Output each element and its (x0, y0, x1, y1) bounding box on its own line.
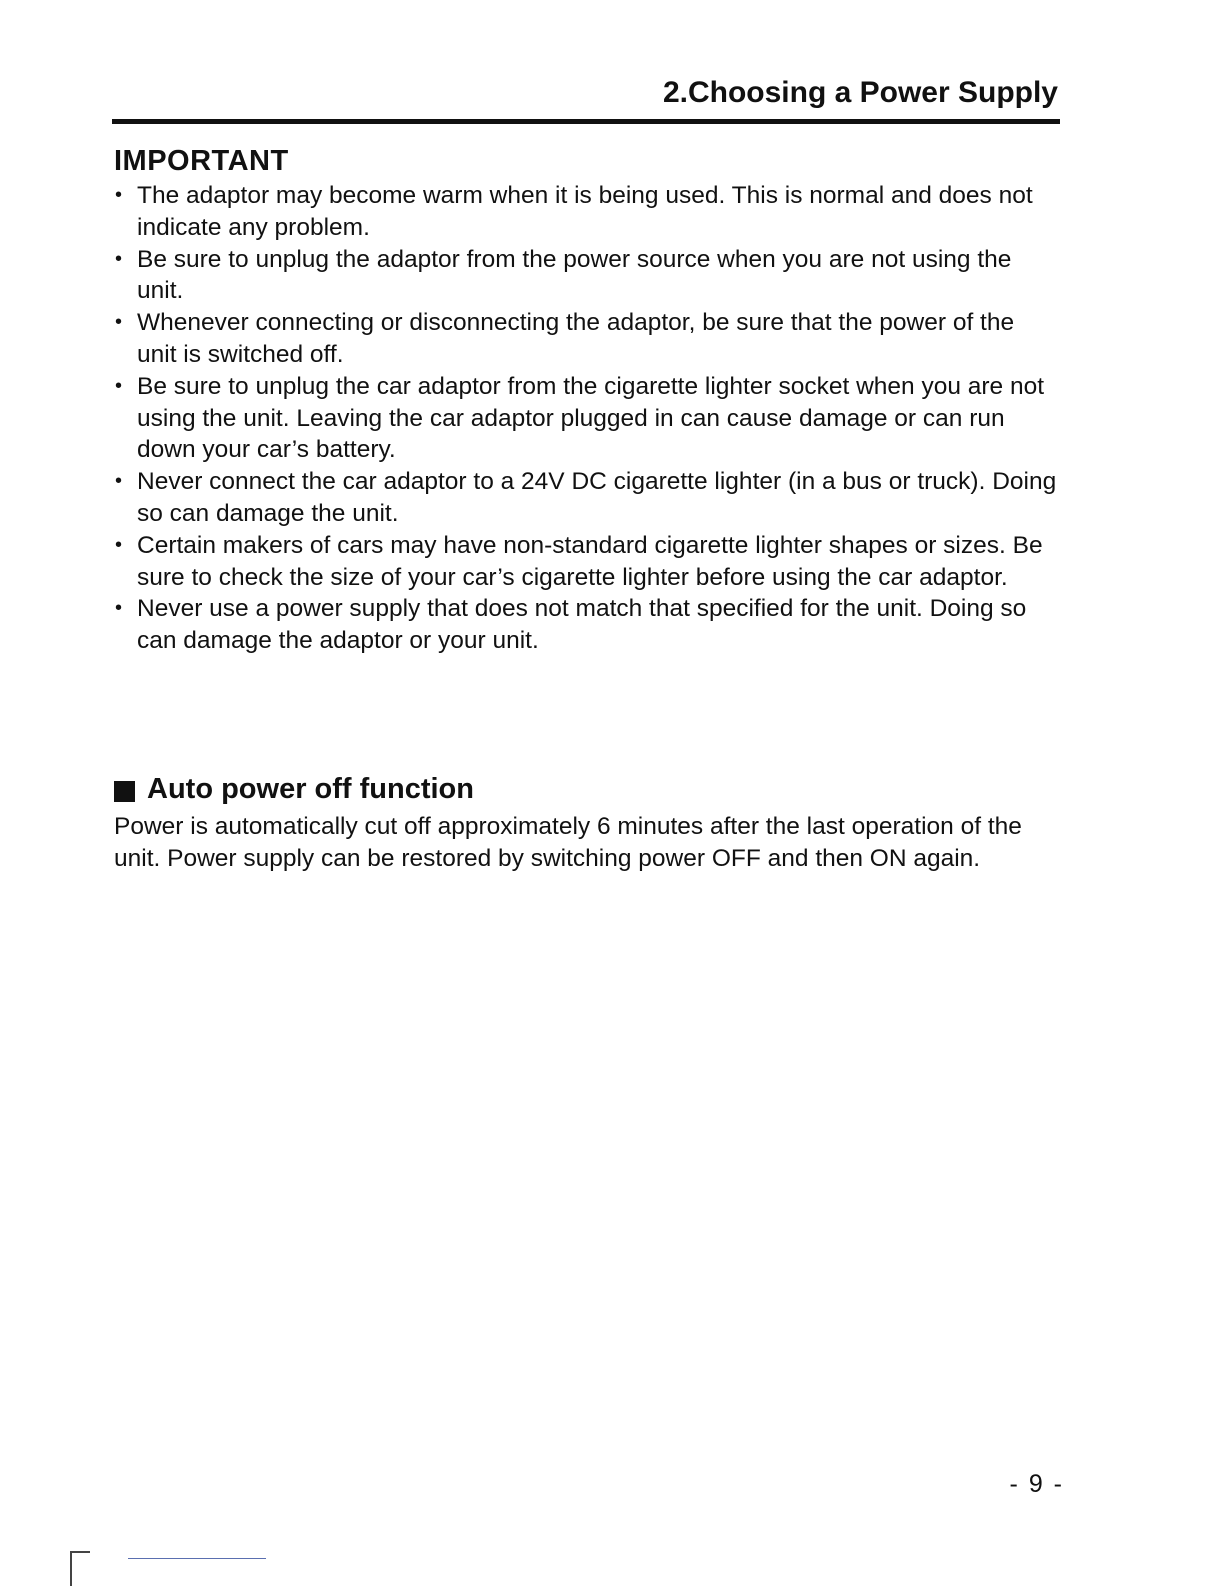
page-section-title: 2.Choosing a Power Supply (662, 76, 1058, 109)
important-item (114, 307, 1058, 371)
important-item-text: Certain makers of cars may have non-standard cigarette lighter shapes or sizes. Be sure to check the size of your car’s cigarette lighter before using the car adaptor. (137, 531, 1043, 591)
important-item (114, 530, 1058, 594)
page-number: - 9 - (1009, 1470, 1064, 1498)
important-list (114, 180, 1058, 657)
auto-power-off-body: Power is automatically cut off approximately 6 minutes after the last operation of the unit. Power supply can be restored by switching power OFF and then ON again. (114, 813, 1022, 872)
auto-power-off-heading-text: Auto power off function (147, 773, 474, 805)
bullet-icon: • (115, 247, 123, 270)
important-item-text: Never use a power supply that does not match that specified for the unit. Doing so can damage the adaptor or your unit. (137, 595, 1027, 655)
auto-power-off-heading (114, 773, 474, 806)
important-item (114, 371, 1058, 466)
bullet-icon: • (115, 184, 123, 206)
important-item (114, 593, 1058, 657)
important-item-text: Be sure to unplug the car adaptor from the cigarette lighter socket when you are not using the unit. Leaving the car adaptor plugged in can cause damage or can run down your car’s battery. (137, 372, 1045, 464)
important-item-text: The adaptor may become warm when it is being used. This is normal and does not indicate any problem. (137, 182, 1033, 241)
bullet-icon: • (115, 470, 123, 493)
important-item-text: Never connect the car adaptor to a 24V DC cigarette lighter (in a bus or truck). Doing so can damage the unit. (137, 468, 1057, 527)
important-item-text: Whenever connecting or disconnecting the adaptor, be sure that the power of the unit is switched off. (137, 309, 1015, 368)
bullet-icon: • (115, 597, 123, 620)
important-item (114, 466, 1058, 530)
footer-rule (128, 1558, 266, 1559)
bullet-icon: • (115, 533, 123, 556)
crop-mark (70, 1551, 90, 1586)
bullet-icon: • (115, 311, 123, 334)
important-item (114, 180, 1058, 244)
important-item-text: Be sure to unplug the adaptor from the power source when you are not using the unit. (137, 245, 1012, 305)
bullet-icon: • (115, 374, 123, 397)
black-square-icon (114, 781, 135, 802)
header-divider (112, 119, 1060, 124)
important-heading: IMPORTANT (114, 145, 289, 177)
important-item (114, 244, 1058, 308)
